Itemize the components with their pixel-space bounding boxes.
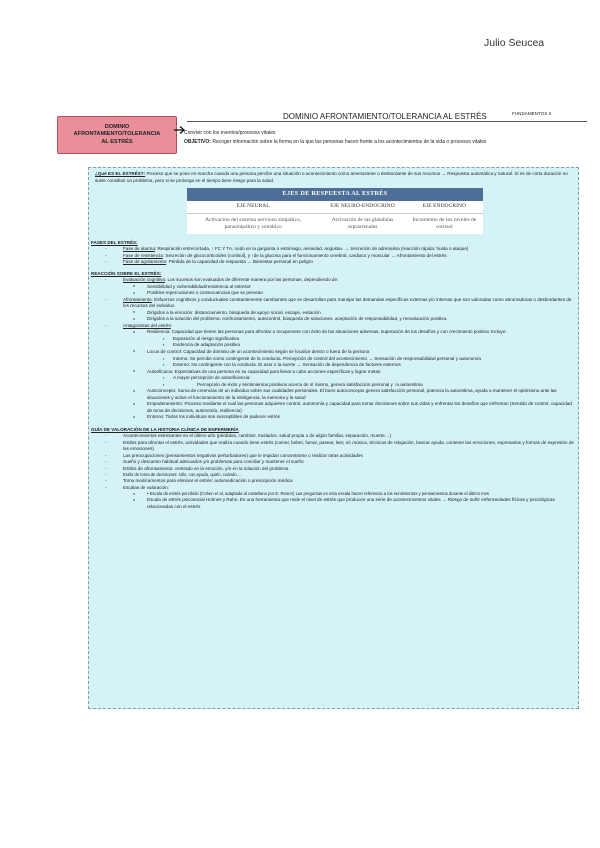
term: Fase de agotamiento: [123, 259, 167, 265]
list-item: ▪ A mayor percepción de autoeficiencia:: [89, 375, 578, 382]
section-fases-title: FASES DEL ESTRÉS:: [91, 239, 138, 245]
list-item: - Estilos para afrontar el estrés, actividades que realiza cuando tiene estrés (comer, beber, fumar, pasear, leer, oír música, técnicas de relajación, buscar ayuda, contener las emociones, expresarlas y formas de expresión de las emociones): [89, 440, 578, 453]
list-item: - Estilo de toma de decisiones: sólo, con ayuda, quién, cuándo…: [89, 472, 578, 478]
list-item: ▪ Exposición al riesgo significativa: [89, 336, 578, 343]
list-item: ▪ Interno: Se percibe como contingente de la conducta. Percepción de control del acontecimiento → Sensación de responsabilidad personal y autonomía: [89, 356, 578, 363]
list-item: o Locus de control: Capacidad de dominio de un acontecimiento según se localice dentro o fuera de la persona: [89, 349, 578, 356]
term-text: : Respiración entrecortada, ↑ FC Y TA, nudo en la garganta o estómago, ansiedad, angustia. → Secreción de adrenalina (reacción rápida: huida o ataque): [154, 246, 469, 252]
term: Afrontamiento: [123, 296, 152, 302]
content-panel: [88, 167, 579, 709]
list-item: - Las preocupaciones (pensamientos negativos perturbadores) que le impidan concentrarse o realizar otras actividades: [89, 453, 578, 460]
domain-label-line2: AFRONTAMIENTO/TOLERANCIA: [73, 131, 161, 138]
list-item: - Acontecimientos estresantes en el último año (pérdidas, cambios, traslados, salud propia o de algún familiar, separación, muerte…): [89, 433, 578, 440]
objective-label: OBJETIVO:: [184, 139, 211, 145]
table-cell-neuroendocrino: Activación de las glándulas suprarrenales: [331, 216, 394, 230]
table-col-neural: EJE NEURAL: [187, 201, 319, 213]
list-item: [89, 259, 578, 266]
list-item: - Sueño y descanso habitual adecuados y/o problemas para conciliar y mantener el sueño: [89, 459, 578, 466]
list-item: o Dirigidos a la emoción: distanciamiento, búsqueda de apoyo social, escape, evitación: [89, 310, 578, 317]
term-text: :: [170, 322, 173, 328]
list-item: ▪ Percepción de éxito y sentimientos positivos acerca de sí mismo, genera satisfacción personal y ↑a autoestima: [89, 382, 578, 389]
term-text: : Secreción de glucocorticoides (cortisol), y ↑de la glucosa para el funcionamiento cerebral, cardiaco y muscular → Afrontamiento del estrés: [162, 252, 447, 258]
term-text: : Esfuerzos cognitivos y conductuales constantemente cambiantes que se desarrollan para manejar las demandas específicas externas y/o internas que son valoradas como abrumadoras o desbordantes de los recursos del individuo: [123, 296, 572, 309]
list-item: ▪ Evidencia de adaptación positiva: [89, 342, 578, 349]
table-cell-endocrino: Incremento de los niveles de cortisol: [412, 216, 477, 230]
list-item: o • Escala de estrés percibido (Cohen et al, adaptada al castellano por E. Remor) Las preguntas en esta escala hacen referencia a los sentimientos y pensamientos durante el último mes: [89, 491, 578, 497]
table-col-neuroendocrino: EJE NEURO-ENDOCRINO: [319, 201, 405, 213]
table-col-endocrino: EJE ENDOCRINO: [406, 201, 483, 213]
table-cell-neural: Activación del sistema nervioso simpático, parasimpático y somático: [205, 216, 302, 230]
list-item: o Escala de estrés psicosocial Holmes y Rahe. Es una herramienta que mide el nivel de estrés que producen una serie de acontecimientos vitales → Riesgo de sufrir enfermedades físicas y psicológicas relacionadas con el estrés: [89, 497, 578, 510]
list-item: o Dirigidos a la solución del problema: confrontamiento, autocontrol, búsqueda de soluciones, aceptación de responsabilidad, y reevaluación positiva.: [89, 316, 578, 323]
term: Fase de resistencia: [123, 252, 163, 258]
list-item: o Empoderamiento: Proceso mediante el cual las personas adquieren control, autonomía y capacidad para tomar decisiones sobre sus vidas y enfrentar los desafíos que enfrentan (Sentido de control, capacidad de toma de decisiones, autonomía, resiliencia): [89, 401, 578, 414]
section-reaccion-title: REACCIÓN SOBRE EL ESTRÉS:: [91, 270, 162, 276]
section-guia-title: GUÍA DE VALORACIÓN DE LA HISTORIA CLÍNICA DE ENFERMERÍA: [91, 426, 239, 432]
definition-label: ¿Qué ES EL ESTRÉS?:: [95, 171, 146, 176]
list-item: o Resiliencia: Capacidad que tienen las personas para afrontar o recuperarse con éxito de las situaciones adversas, superación de los desafíos y con crecimiento positivo Incluye:: [89, 329, 578, 336]
domain-label-line3: AL ESTRÉS: [101, 138, 133, 145]
list-item: o Entorno: Todos los individuos son susceptibles de padecer estrés: [89, 414, 578, 421]
list-item: o Autoconcepto: Suma de creencias de un individuo sobre sus cualidades personales. El buen autoconcepto genera satisfacción personal, potencia la autoestima, ayuda a mantener el optimismo ante las situaciones y active el funcionamiento de la inteligencia, la memoria y la salud: [89, 388, 578, 401]
list-item: o Posibles repercusiones o consecuencias que se prevean: [89, 290, 578, 297]
author-name: Julio Seucea: [484, 37, 545, 49]
list-item: o Sensibilidad y vulnerabilidad/resistencia al estresor: [89, 284, 578, 291]
term-text: : Los sucesos son evaluados de diferente manera por las personas, dependiendo de:: [164, 277, 339, 283]
list-item: - Estilos de afrontamiento: centrado en la emoción, y/o en la solución del problema: [89, 466, 578, 473]
definition-text: Proceso que se pone en marcha cuando una persona percibe una situación o acontecimiento como amenazante o desbordante de sus recursos → Respuesta automática y natural. Si es de corta duración no suele constituir un problema, pero si se prolonga en el tiempo tiene riesgo para la salud.: [95, 171, 568, 183]
objective-text: Recoger información sobre la forma en la que las personas hacen frente a los acontecimientos de la vida o procesos vitales: [210, 139, 487, 145]
header-line-1: Convivir con los eventos/procesos vitales: [184, 130, 276, 136]
list-item: [89, 297, 578, 310]
course-label: FUNDAMENTOS II: [512, 111, 552, 116]
page-title: DOMINIO AFRONTAMIENTO/TOLERANCIA AL ESTRÉS: [283, 112, 487, 121]
domain-label-line1: DOMINIO: [104, 123, 130, 130]
list-item: - Escalas de valoración:: [89, 485, 578, 492]
stress-axes-table: [187, 188, 483, 234]
term: Evaluación cognitiva: [123, 277, 165, 283]
list-item: - Toma medicamentos para eliminar el estrés: automedicación o prescripción médica: [89, 478, 578, 485]
list-item: o Autoeficacia: Expectativas de una persona en su capacidad para llevar a cabo acciones específicas y lograr metas: [89, 369, 578, 376]
term: Antagonistas del estrés: [123, 322, 171, 328]
list-item: ▪ Externo: No contingente con la conducta. El azar o la suerte → Sensación de dependencia de factores externos: [89, 362, 578, 369]
term-text: : Pérdida de la capacidad de respuesta → Bienestar personal en peligro: [166, 259, 313, 265]
domain-label-box: [57, 116, 177, 154]
table-title: EJES DE RESPUESTA AL ESTRÉS: [187, 188, 483, 201]
stress-definition: [89, 168, 578, 184]
objective-line: [184, 139, 486, 145]
term: Fase de alarma: [123, 246, 155, 252]
header-divider: [187, 121, 587, 122]
